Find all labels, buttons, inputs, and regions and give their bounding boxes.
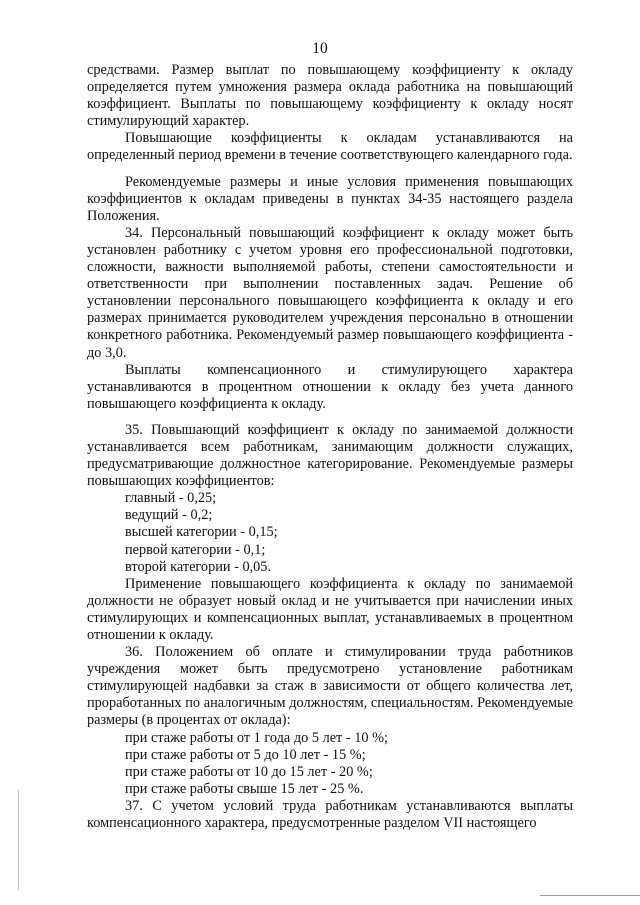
list-item: второй категории - 0,05. [125,558,272,575]
list-item: при стаже работы свыше 15 лет - 25 %. [125,780,364,797]
list-item: первой категории - 0,1; [125,541,266,558]
paragraph-coefficient-application: Применение повышающего коэффициента к окладу по занимаемой должности не образует новый оклад и не учитывается при начислении иных стимулирующих и компенсационных выплат, устанавливаемых в процентном отношении к окладу. [87,575,573,643]
page-number: 10 [312,40,328,57]
seniority-rate-list [87,730,573,798]
paragraph-coefficient-period: Повышающие коэффициенты к окладам устанавливаются на определенный период времени в течение соответствующего календарного года. [87,130,573,164]
paragraph-34: 34. Персональный повышающий коэффициент к окладу может быть установлен работнику с учетом уровня его профессиональной подготовки, сложности, важности выполняемой работы, степени самостоятельности и ответственности при выполнении поставленных задач. Решение об установлении персонального повышающего коэффициента к окладу и его размерах принимается руководителем учреждения персонально в отношении конкретного работника. Рекомендуемый размер повышающего коэффициента - до 3,0. [87,224,573,361]
scan-artifact-line [18,790,19,890]
list-item: высшей категории - 0,15; [125,524,278,541]
list-item: при стаже работы от 10 до 15 лет - 20 %; [125,763,373,780]
list-item: главный - 0,25; [125,490,217,507]
paragraph-recommended-sizes: Рекомендуемые размеры и иные условия применения повышающих коэффициентов к окладам приведены в пунктах 34-35 настоящего раздела Положения. [87,173,573,224]
list-item: при стаже работы от 1 года до 5 лет - 10 %; [125,729,388,746]
paragraph-37: 37. С учетом условий труда работникам устанавливаются выплаты компенсационного характера, предусмотренные разделом VII настоящего [87,797,573,832]
scan-artifact-edge [540,895,640,896]
paragraph-36: 36. Положением об оплате и стимулировании труда работников учреждения может быть предусмотрено установление работникам стимулирующей надбавки за стаж в зависимости от общего количества лет, проработанных по аналогичным должностям, специальностям. Рекомендуемые размеры (в процентах от оклада): [87,644,573,729]
paragraph-payments-percent: Выплаты компенсационного и стимулирующего характера устанавливаются в процентном отношении к окладу без учета данного повышающего коэффициента к окладу. [87,361,573,412]
list-item: ведущий - 0,2; [125,507,213,524]
list-item: при стаже работы от 5 до 10 лет - 15 %; [125,746,366,763]
category-coefficient-list [87,490,573,575]
paragraph-continuation: средствами. Размер выплат по повышающему коэффициенту к окладу определяется путем умножения размера оклада работника на повышающий коэффициент. Выплаты по повышающему коэффициенту к окладу носят стимулирующий характер. [87,62,573,130]
paragraph-35: 35. Повышающий коэффициент к окладу по занимаемой должности устанавливается всем работникам, занимающим должности служащих, предусматривающие должностное категорирование. Рекомендуемые размеры повышающих коэффициентов: [87,421,573,490]
document-body [87,62,573,832]
